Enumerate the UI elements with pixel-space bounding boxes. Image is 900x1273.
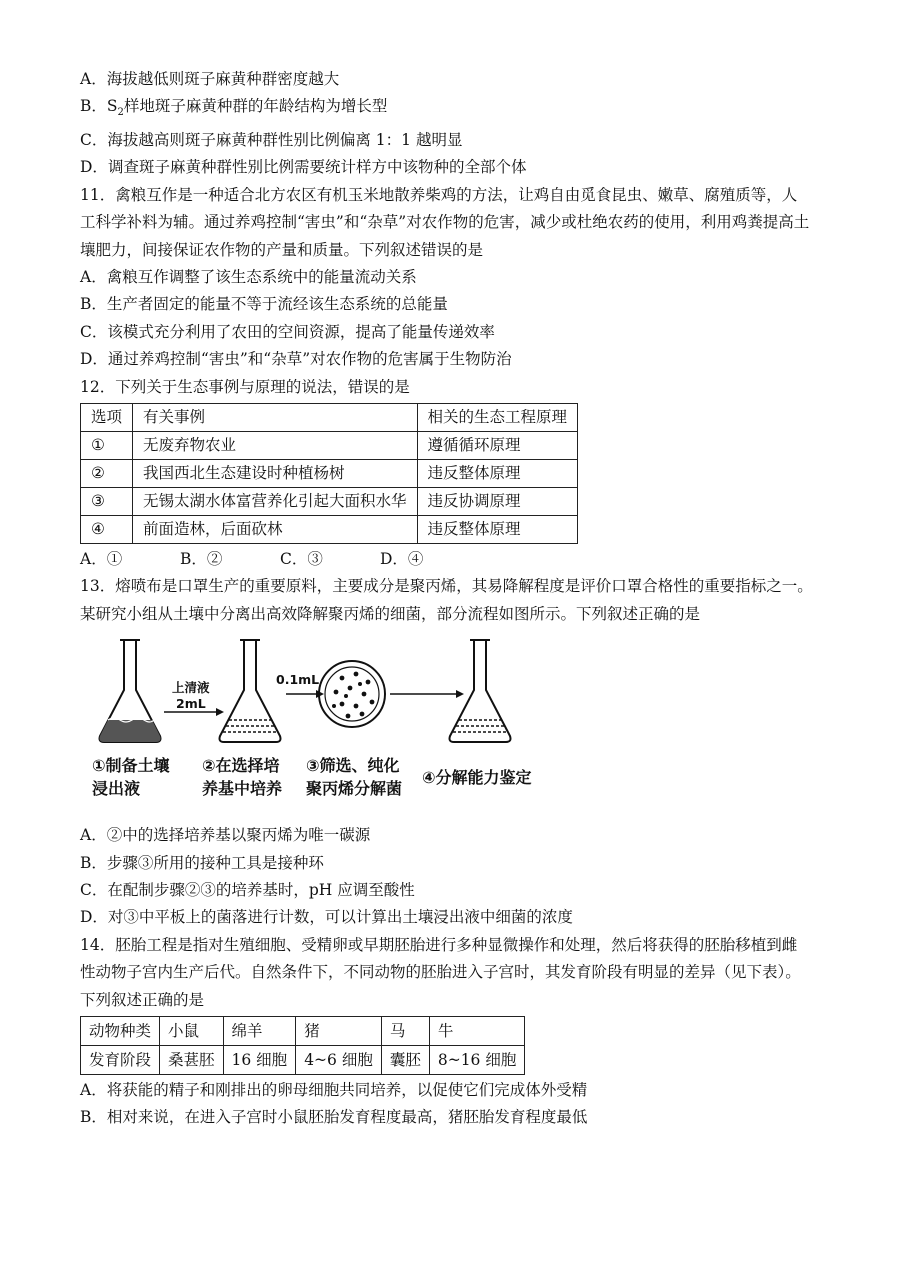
step-2-label: ②在选择培 养基中培养 [202,756,283,799]
table-cell: 无锡太湖水体富营养化引起大面积水华 [133,487,418,515]
table-cell: 违反整体原理 [417,459,578,487]
table-cell: ④ [81,515,133,543]
table-cell: 囊胚 [381,1046,429,1075]
q13-option-c: C．在配制步骤②③的培养基时，pH 应调至酸性 [80,881,415,899]
q10-option-b: B．$S_2$样地斑子麻黄种群的年龄结构为增长型 [80,97,388,119]
q11-stem-line: 壤肥力，间接保证农作物的产量和质量。下列叙述错误的是 [80,240,484,259]
q12-choice-b: B．② [180,549,223,568]
table-cell: 猪 [296,1017,382,1046]
soil-liquid [100,720,161,742]
q13-option-a: A．②中的选择培养基以聚丙烯为唯一碳源 [80,826,371,845]
table-cell: 发育阶段 [81,1046,160,1075]
table-cell: 小鼠 [160,1017,224,1046]
table-cell: 16 细胞 [223,1046,296,1075]
table-header-cell: 相关的生态工程原理 [417,403,578,431]
q12-table [80,403,578,544]
table-row [81,1046,525,1075]
q13-stem-line: 13．熔喷布是口罩生产的重要原料，主要成分是聚丙烯，其易降解程度是评价口罩合格性的重要指标之一。 [80,577,813,596]
q10-option-d: D．调查斑子麻黄种群性别比例需要统计样方中该物种的全部个体 [80,158,527,177]
q11-stem-line: 11．禽粮互作是一种适合北方农区有机玉米地散养柴鸡的方法，让鸡自由觅食昆虫、嫩草、腐殖质等，人 [80,185,798,204]
table-cell: 前面造林，后面砍林 [133,515,418,543]
process-diagram [80,632,840,822]
arrow-1-label-bottom: 2mL [176,696,206,712]
step-1-label: ①制备土壤 浸出液 [92,756,170,799]
q12-choice-d: D．④ [380,549,424,568]
table-row [81,459,578,487]
table-cell: 违反协调原理 [417,487,578,515]
q13-option-d: D．对③中平板上的菌落进行计数，可以计算出土壤浸出液中细菌的浓度 [80,908,573,927]
table-cell: ③ [81,487,133,515]
table-cell: 无废弃物农业 [133,431,418,459]
table-cell: 4~6 细胞 [296,1046,382,1075]
q10-option-a: A．海拔越低则斑子麻黄种群密度越大 [80,70,340,88]
petri-dish-icon [319,661,385,727]
table-cell: 牛 [429,1017,525,1046]
table-cell: 动物种类 [81,1017,160,1046]
q11-option-c: C．该模式充分利用了农田的空间资源，提高了能量传递效率 [80,322,495,341]
table-row [81,403,578,431]
q12-choices [80,546,840,573]
arrow-2-label: 0.1mL [276,672,320,688]
table-cell: 违反整体原理 [417,515,578,543]
medium-liquid-4 [453,720,507,732]
medium-liquid-2 [223,720,277,732]
q11-option-a: A．禽粮互作调整了该生态系统中的能量流动关系 [80,267,417,286]
q12-choice-c: C．③ [280,549,323,568]
step-4-label: ④分解能力鉴定 [422,768,532,788]
table-cell: 绵羊 [223,1017,296,1046]
table-cell: ② [81,459,133,487]
table-row [81,431,578,459]
q11-stem-line: 工科学补料为辅。通过养鸡控制“害虫”和“杂草”对农作物的危害，减少或杜绝农药的使用，利用鸡粪提高土 [80,213,810,232]
q11-option-b: B．生产者固定的能量不等于流经该生态系统的总能量 [80,295,448,314]
flask-icon-4 [450,640,511,742]
q12-stem: 12．下列关于生态事例与原理的说法，错误的是 [80,377,410,396]
table-cell: 遵循循环原理 [417,431,578,459]
table-cell: 马 [381,1017,429,1046]
table-cell: 桑葚胚 [160,1046,224,1075]
arrow-1-label-top: 上清液 [172,680,210,696]
q13-stem-line: 某研究小组从土壤中分离出高效降解聚丙烯的细菌，部分流程如图所示。下列叙述正确的是 [80,604,701,623]
table-row [81,1017,525,1046]
table-row [81,515,578,543]
step-3-label: ③筛选、纯化 聚丙烯分解菌 [306,756,403,799]
q14-option-b: B．相对来说，在进入子宫时小鼠胚胎发育程度最高，猪胚胎发育程度最低 [80,1108,588,1127]
q14-stem-line: 14．胚胎工程是指对生殖细胞、受精卵或早期胚胎进行多种显微操作和处理，然后将获得的胚胎移植到雌 [80,935,798,954]
q14-stem-line: 性动物子宫内生产后代。自然条件下，不同动物的胚胎进入子宫时，其发育阶段有明显的差异（见下表）。 [80,963,801,982]
flask-icon-2 [220,640,281,742]
exam-page [80,66,840,1132]
q12-choice-a: A．① [80,549,123,568]
table-header-cell: 选项 [81,403,133,431]
q14-table [80,1016,525,1075]
q11-option-d: D．通过养鸡控制“害虫”和“杂草”对农作物的危害属于生物防治 [80,350,512,369]
q14-option-a: A．将获能的精子和刚排出的卵母细胞共同培养，以促使它们完成体外受精 [80,1081,588,1100]
q14-stem-line: 下列叙述正确的是 [80,990,205,1009]
table-cell: 8~16 细胞 [429,1046,525,1075]
table-header-cell: 有关事例 [133,403,418,431]
q10-option-c: C．海拔越高则斑子麻黄种群性别比例偏离 1：1 越明显 [80,130,463,149]
table-cell: ① [81,431,133,459]
q13-process-figure [80,632,840,822]
q13-option-b: B．步骤③所用的接种工具是接种环 [80,853,324,872]
table-cell: 我国西北生态建设时种植杨树 [133,459,418,487]
table-row [81,487,578,515]
